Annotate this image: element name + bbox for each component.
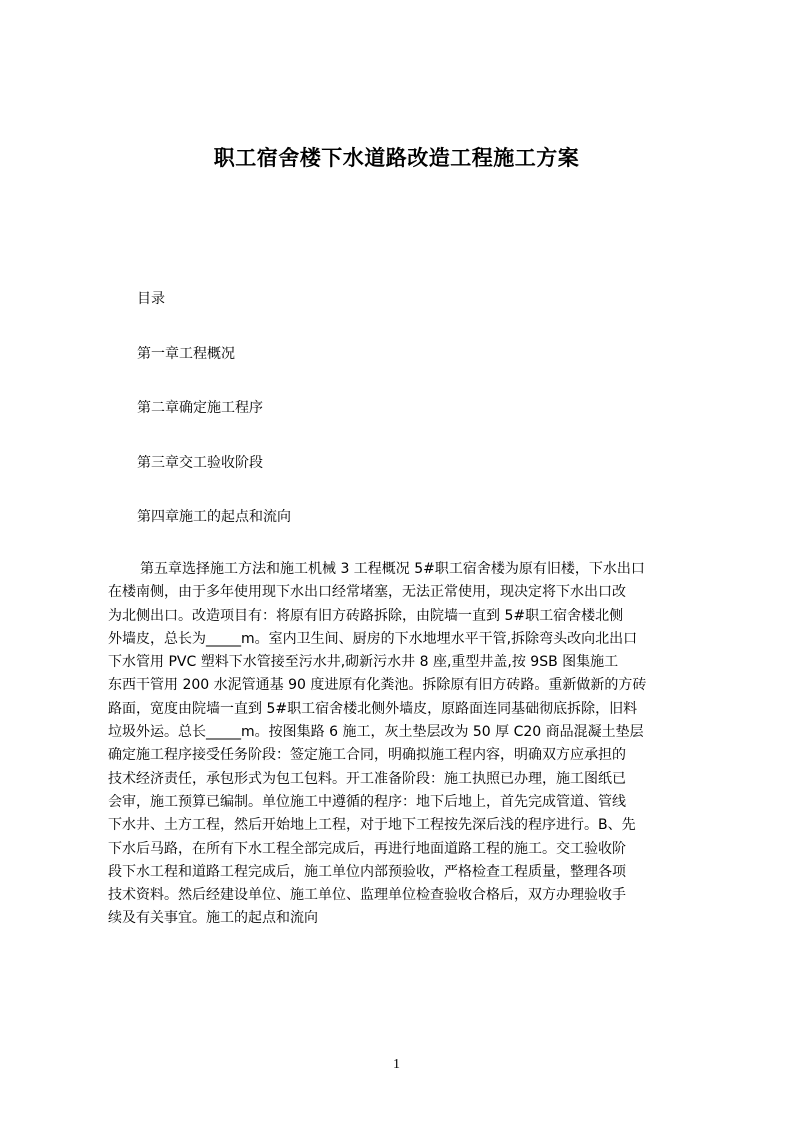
body-line: 会审，施工预算已编制。单位施工中遵循的程序：地下后地上，首先完成管道、管线 [108,793,626,810]
table-of-contents [137,290,291,563]
body-line: 外墙皮，总长为_____m。室内卫生间、厨房的下水地埋水平干管,拆除弯头改向北出口 [108,630,638,647]
toc-item-chapter-2: 第二章确定施工程序 [137,400,263,416]
toc-item-chapter-4: 第四章施工的起点和流向 [137,509,291,525]
document-title: 职工宿舍楼下水道路改造工程施工方案 [213,146,580,170]
body-line: 为北侧出口。改造项目有：将原有旧方砖路拆除，由院墙一直到 5#职工宿舍楼北侧 [108,607,624,624]
body-line: 在楼南侧，由于多年使用现下水出口经常堵塞，无法正常使用，现决定将下水出口改 [108,584,626,601]
body-line: 垃圾外运。总长_____m。按图集路 6 施工，灰土垫层改为 50 厚 C20 商品混凝土垫层 [108,724,644,741]
body-line: 段下水工程和道路工程完成后，施工单位内部预验收，严格检查工程质量，整理各项 [108,863,626,880]
page-number: 1 [393,1057,400,1072]
body-line: 东西干管用 200 水泥管通基 90 度进原有化粪池。拆除原有旧方砖路。重新做新的方砖 [108,677,647,694]
body-line: 下水管用 PVC 塑料下水管接至污水井,砌新污水井 8 座,重型井盖,按 9SB 图集施工 [108,654,619,671]
body-line: 下水井、土方工程，然后开始地上工程，对于地下工程按先深后浅的程序进行。B、先 [108,817,636,834]
toc-item-chapter-3: 第三章交工验收阶段 [137,454,263,471]
body-paragraph [108,558,698,931]
body-line: 确定施工程序接受任务阶段：签定施工合同，明确拟施工程内容，明确双方应承担的 [108,747,626,764]
body-line: 技术经济责任，承包形式为包工包料。开工准备阶段：施工执照已办理，施工图纸已 [108,770,626,787]
body-line: 技术资料。然后经建设单位、施工单位、监理单位检查验收合格后，双方办理验收手 [108,887,626,904]
body-line: 第五章选择施工方法和施工机械 3 工程概况 5#职工宿舍楼为原有旧楼，下水出口 [140,561,645,577]
body-line: 路面，宽度由院墙一直到 5#职工宿舍楼北侧外墙皮，原路面连同基础彻底拆除，旧料 [108,700,638,717]
body-line: 下水后马路，在所有下水工程全部完成后，再进行地面道路工程的施工。交工验收阶 [108,840,626,857]
toc-heading: 目录 [137,291,165,307]
body-line: 续及有关事宜。施工的起点和流向 [108,910,318,927]
toc-item-chapter-1: 第一章工程概况 [137,345,235,362]
